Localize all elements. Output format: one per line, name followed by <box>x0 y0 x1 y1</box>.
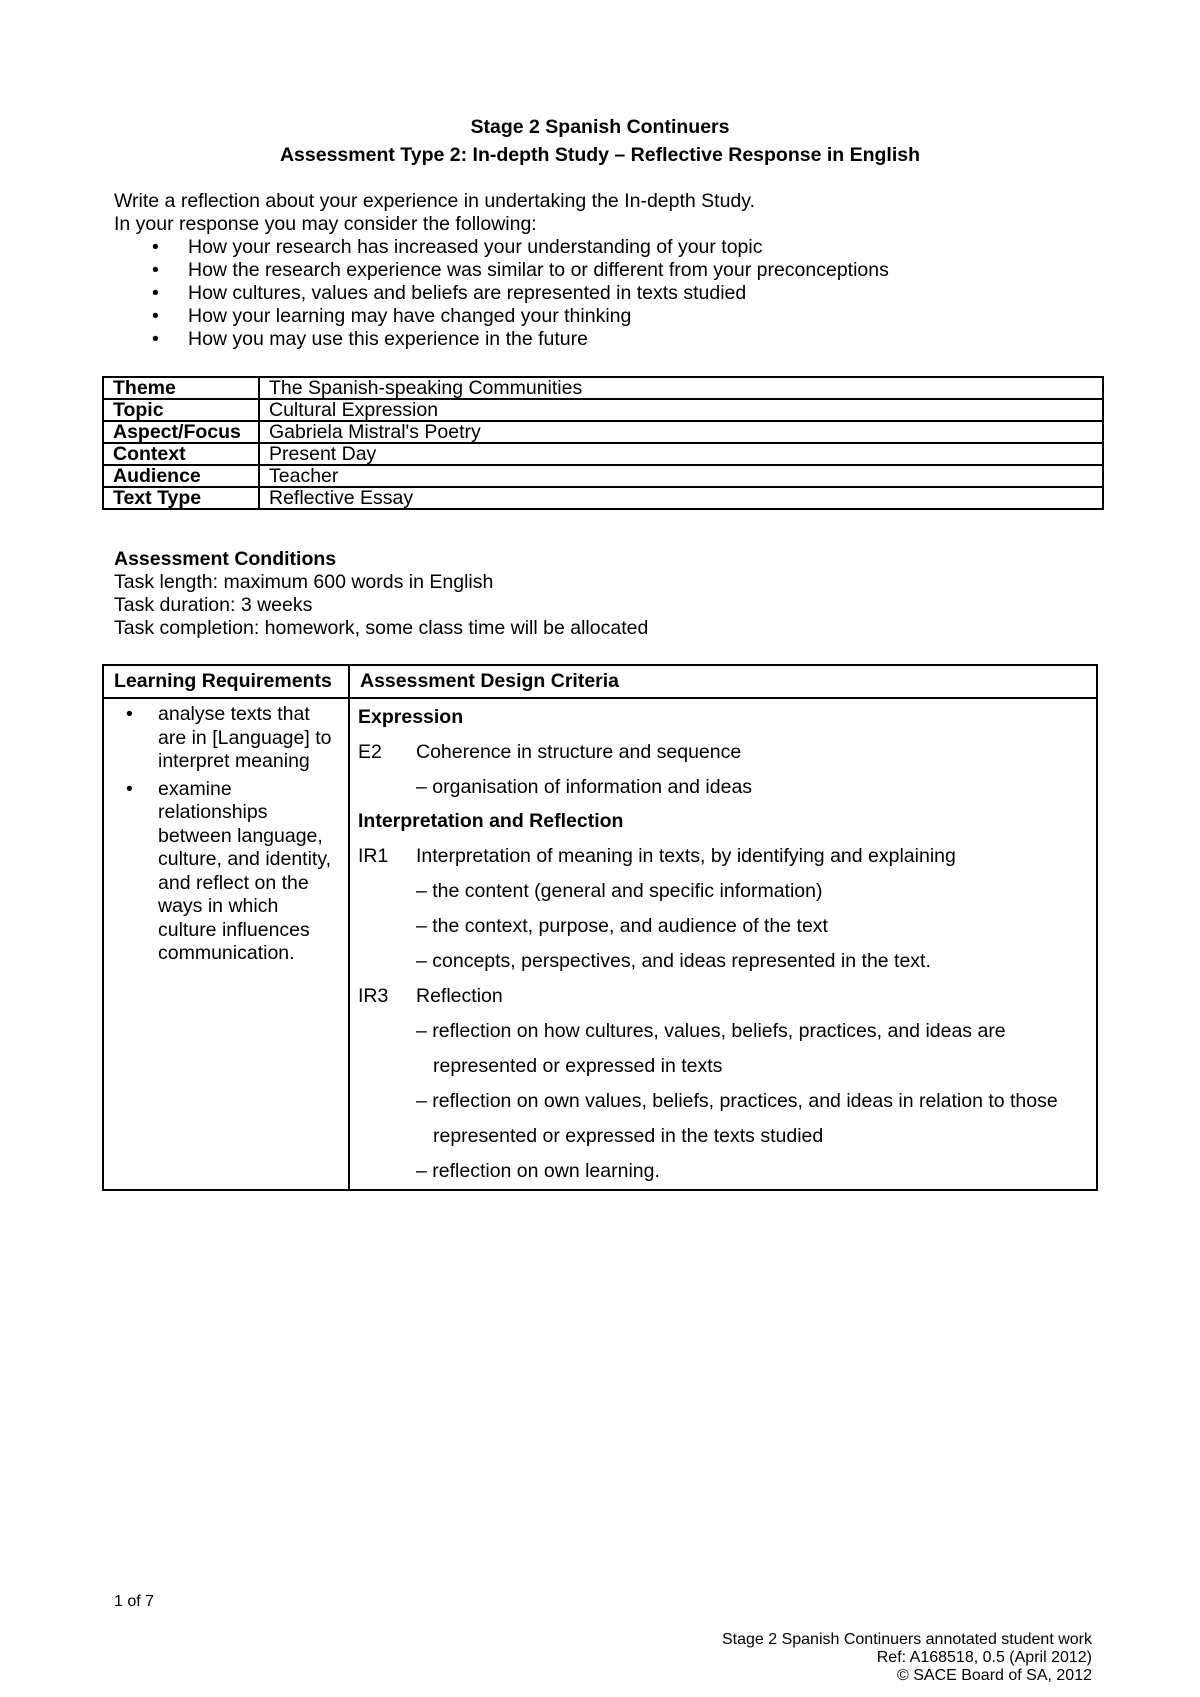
design-criteria-header: Assessment Design Criteria <box>349 665 1097 698</box>
assessment-conditions <box>114 548 648 640</box>
document-subtitle: Assessment Type 2: In-depth Study – Reflective Response in English <box>279 144 921 166</box>
intro-line-1: Write a reflection about your experience in undertaking the In-depth Study. <box>114 190 755 212</box>
criterion-row <box>358 735 1088 770</box>
document-title: Stage 2 Spanish Continuers <box>470 116 730 138</box>
criterion-row <box>358 979 1088 1014</box>
footer-line: © SACE Board of SA, 2012 <box>896 1667 1092 1684</box>
criterion-sub <box>358 1014 1088 1084</box>
sub-text: – reflection on own learning. <box>416 1160 660 1182</box>
criterion-text: Reflection <box>416 985 503 1007</box>
info-key: Audience <box>103 465 259 487</box>
sub-text: – the content (general and specific information) <box>416 880 823 902</box>
info-value: The Spanish-speaking Communities <box>259 377 1103 399</box>
criterion-row <box>358 839 1088 874</box>
design-criteria-cell <box>349 698 1097 1190</box>
document-footer <box>722 1631 1092 1685</box>
criterion-code: IR1 <box>358 845 389 867</box>
criterion-text: Coherence in structure and sequence <box>416 741 742 763</box>
list-item: • How cultures, values and beliefs are represented in texts studied <box>114 282 889 305</box>
intro-section <box>114 190 889 351</box>
learning-requirements-list <box>114 703 338 966</box>
table-row <box>103 698 1097 1190</box>
info-key: Topic <box>103 399 259 421</box>
criterion-code: IR3 <box>358 985 389 1007</box>
criterion-sub <box>358 909 1088 944</box>
list-item: • How you may use this experience in the future <box>114 328 889 351</box>
sub-text: – concepts, perspectives, and ideas represented in the text. <box>416 950 931 972</box>
intro-line-2: In your response you may consider the following: <box>114 213 537 235</box>
criterion-sub <box>358 1154 1088 1189</box>
criterion-sub <box>358 944 1088 979</box>
table-header-row <box>103 665 1097 698</box>
expression-heading: Expression <box>358 706 464 728</box>
info-key: Aspect/Focus <box>103 421 259 443</box>
table-row <box>103 443 1103 465</box>
table-row <box>103 399 1103 421</box>
table-row <box>103 377 1103 399</box>
sub-text: – reflection on own values, beliefs, practices, and ideas in relation to those represented or expressed in the texts studied <box>416 1090 1058 1147</box>
criteria-table <box>102 664 1098 1191</box>
table-row <box>103 465 1103 487</box>
table-row <box>103 487 1103 509</box>
page-number: 1 of 7 <box>114 1593 155 1610</box>
info-value: Cultural Expression <box>259 399 1103 421</box>
list-item: • How your learning may have changed your thinking <box>114 305 889 328</box>
info-key: Context <box>103 443 259 465</box>
info-key: Text Type <box>103 487 259 509</box>
criterion-code: E2 <box>358 741 382 763</box>
info-value: Teacher <box>259 465 1103 487</box>
criterion-sub <box>358 770 1088 805</box>
sub-text: – reflection on how cultures, values, beliefs, practices, and ideas are represented or expressed in texts <box>416 1020 1006 1077</box>
table-row <box>103 421 1103 443</box>
info-value: Gabriela Mistral's Poetry <box>259 421 1103 443</box>
criteria-content <box>358 703 1088 1189</box>
sub-text: – the context, purpose, and audience of the text <box>416 915 828 937</box>
learning-requirements-cell <box>103 698 349 1190</box>
task-info-table <box>102 376 1104 510</box>
condition-line: Task completion: homework, some class time will be allocated <box>114 617 649 639</box>
info-key: Theme <box>103 377 259 399</box>
condition-line: Task length: maximum 600 words in English <box>114 571 494 593</box>
list-item: • How the research experience was similar to or different from your preconceptions <box>114 259 889 282</box>
criterion-sub <box>358 874 1088 909</box>
criterion-text: Interpretation of meaning in texts, by identifying and explaining <box>416 845 956 867</box>
info-value: Present Day <box>259 443 1103 465</box>
consideration-list <box>114 236 889 351</box>
list-item: • examine relationships between language, culture, and identity, and reflect on the ways in which culture influences communication. <box>114 778 338 966</box>
condition-line: Task duration: 3 weeks <box>114 594 313 616</box>
footer-line: Ref: A168518, 0.5 (April 2012) <box>876 1649 1092 1666</box>
conditions-heading: Assessment Conditions <box>114 548 337 570</box>
list-item: • How your research has increased your understanding of your topic <box>114 236 889 259</box>
interpretation-heading: Interpretation and Reflection <box>358 810 624 832</box>
criterion-sub <box>358 1084 1088 1154</box>
sub-text: – organisation of information and ideas <box>416 776 753 798</box>
learning-requirements-header: Learning Requirements <box>103 665 349 698</box>
footer-line: Stage 2 Spanish Continuers annotated student work <box>721 1631 1092 1648</box>
info-value: Reflective Essay <box>259 487 1103 509</box>
list-item: • analyse texts that are in [Language] to interpret meaning <box>114 703 338 774</box>
